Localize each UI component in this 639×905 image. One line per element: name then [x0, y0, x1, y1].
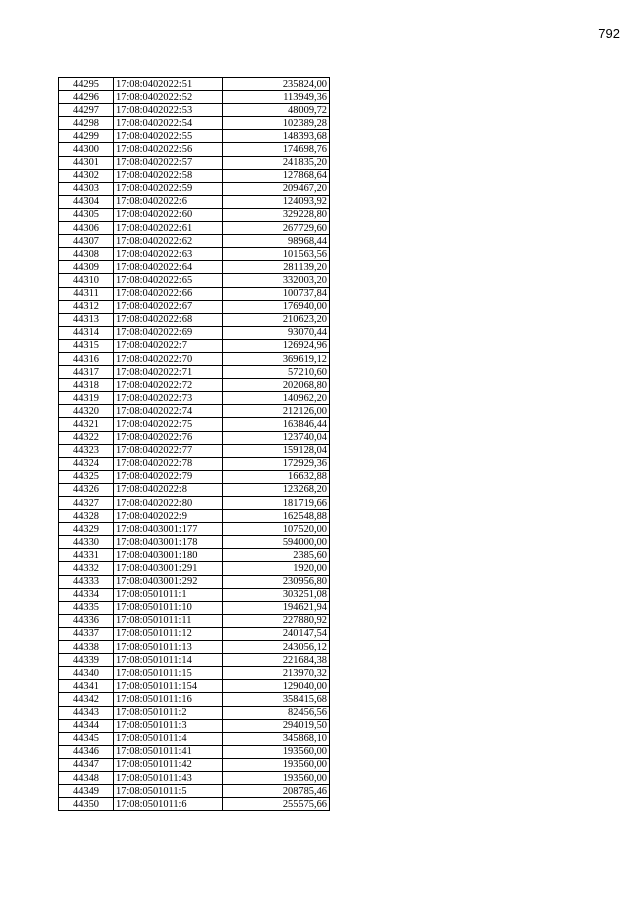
- value-cell: 221684,38: [223, 654, 330, 667]
- cadastral-number-cell: 17:08:0402022:59: [114, 182, 223, 195]
- table-row: [59, 379, 330, 392]
- cadastral-number-cell: 17:08:0501011:11: [114, 614, 223, 627]
- row-number-cell: 44304: [59, 195, 114, 208]
- value-cell: 107520,00: [223, 523, 330, 536]
- table-row: [59, 745, 330, 758]
- cadastral-number-cell: 17:08:0501011:3: [114, 719, 223, 732]
- value-cell: 2385,60: [223, 549, 330, 562]
- table-row: [59, 143, 330, 156]
- table-row: [59, 588, 330, 601]
- page-number: 792: [598, 26, 620, 41]
- value-cell: 240147,54: [223, 627, 330, 640]
- row-number-cell: 44327: [59, 497, 114, 510]
- row-number-cell: 44312: [59, 300, 114, 313]
- value-cell: 127868,64: [223, 169, 330, 182]
- table-row: [59, 78, 330, 91]
- value-cell: 181719,66: [223, 497, 330, 510]
- value-cell: 174698,76: [223, 143, 330, 156]
- table-row: [59, 483, 330, 496]
- cadastral-number-cell: 17:08:0501011:5: [114, 785, 223, 798]
- row-number-cell: 44350: [59, 798, 114, 811]
- value-cell: 202068,80: [223, 379, 330, 392]
- cadastral-number-cell: 17:08:0403001:291: [114, 562, 223, 575]
- cadastral-number-cell: 17:08:0501011:4: [114, 732, 223, 745]
- cadastral-number-cell: 17:08:0403001:177: [114, 523, 223, 536]
- table-row: [59, 706, 330, 719]
- row-number-cell: 44325: [59, 470, 114, 483]
- table-row: [59, 497, 330, 510]
- row-number-cell: 44316: [59, 352, 114, 365]
- value-cell: 241835,20: [223, 156, 330, 169]
- value-cell: 230956,80: [223, 575, 330, 588]
- value-cell: 208785,46: [223, 785, 330, 798]
- value-cell: 210623,20: [223, 313, 330, 326]
- cadastral-number-cell: 17:08:0402022:62: [114, 235, 223, 248]
- cadastral-number-cell: 17:08:0402022:7: [114, 339, 223, 352]
- cadastral-number-cell: 17:08:0501011:13: [114, 641, 223, 654]
- table-row: [59, 117, 330, 130]
- table-row: [59, 287, 330, 300]
- table-row: [59, 562, 330, 575]
- table-row: [59, 405, 330, 418]
- table-row: [59, 91, 330, 104]
- row-number-cell: 44329: [59, 523, 114, 536]
- table-row: [59, 798, 330, 811]
- row-number-cell: 44322: [59, 431, 114, 444]
- row-number-cell: 44347: [59, 758, 114, 771]
- value-cell: 98968,44: [223, 235, 330, 248]
- table-body: [59, 78, 330, 811]
- row-number-cell: 44321: [59, 418, 114, 431]
- table-row: [59, 156, 330, 169]
- row-number-cell: 44335: [59, 601, 114, 614]
- value-cell: 369619,12: [223, 352, 330, 365]
- cadastral-number-cell: 17:08:0403001:180: [114, 549, 223, 562]
- row-number-cell: 44323: [59, 444, 114, 457]
- cadastral-number-cell: 17:08:0501011:1: [114, 588, 223, 601]
- row-number-cell: 44308: [59, 248, 114, 261]
- value-cell: 193560,00: [223, 771, 330, 784]
- value-cell: 294019,50: [223, 719, 330, 732]
- table-row: [59, 510, 330, 523]
- table-row: [59, 785, 330, 798]
- row-number-cell: 44328: [59, 510, 114, 523]
- row-number-cell: 44317: [59, 366, 114, 379]
- cadastral-number-cell: 17:08:0402022:75: [114, 418, 223, 431]
- cadastral-number-cell: 17:08:0501011:41: [114, 745, 223, 758]
- table-row: [59, 444, 330, 457]
- row-number-cell: 44295: [59, 78, 114, 91]
- value-cell: 100737,84: [223, 287, 330, 300]
- table-row: [59, 352, 330, 365]
- table-row: [59, 169, 330, 182]
- value-cell: 303251,08: [223, 588, 330, 601]
- table-row: [59, 248, 330, 261]
- table-row: [59, 222, 330, 235]
- table-row: [59, 719, 330, 732]
- cadastral-number-cell: 17:08:0402022:63: [114, 248, 223, 261]
- row-number-cell: 44307: [59, 235, 114, 248]
- value-cell: 113949,36: [223, 91, 330, 104]
- table-row: [59, 274, 330, 287]
- cadastral-number-cell: 17:08:0501011:154: [114, 680, 223, 693]
- value-cell: 255575,66: [223, 798, 330, 811]
- table-row: [59, 208, 330, 221]
- value-cell: 129040,00: [223, 680, 330, 693]
- cadastral-number-cell: 17:08:0402022:69: [114, 326, 223, 339]
- value-cell: 176940,00: [223, 300, 330, 313]
- cadastral-number-cell: 17:08:0501011:15: [114, 667, 223, 680]
- value-cell: 358415,68: [223, 693, 330, 706]
- value-cell: 594000,00: [223, 536, 330, 549]
- table-row: [59, 235, 330, 248]
- value-cell: 329228,80: [223, 208, 330, 221]
- table-row: [59, 392, 330, 405]
- cadastral-number-cell: 17:08:0402022:72: [114, 379, 223, 392]
- row-number-cell: 44313: [59, 313, 114, 326]
- cadastral-number-cell: 17:08:0402022:64: [114, 261, 223, 274]
- value-cell: 93070,44: [223, 326, 330, 339]
- row-number-cell: 44300: [59, 143, 114, 156]
- value-cell: 332003,20: [223, 274, 330, 287]
- table-row: [59, 523, 330, 536]
- table-row: [59, 300, 330, 313]
- cadastral-number-cell: 17:08:0402022:51: [114, 78, 223, 91]
- table-row: [59, 457, 330, 470]
- row-number-cell: 44297: [59, 104, 114, 117]
- row-number-cell: 44331: [59, 549, 114, 562]
- table-row: [59, 470, 330, 483]
- row-number-cell: 44310: [59, 274, 114, 287]
- row-number-cell: 44348: [59, 771, 114, 784]
- value-cell: 16632,88: [223, 470, 330, 483]
- cadastral-number-cell: 17:08:0402022:71: [114, 366, 223, 379]
- table-row: [59, 195, 330, 208]
- table-row: [59, 771, 330, 784]
- cadastral-number-cell: 17:08:0402022:80: [114, 497, 223, 510]
- cadastral-number-cell: 17:08:0402022:76: [114, 431, 223, 444]
- table-row: [59, 614, 330, 627]
- cadastral-number-cell: 17:08:0402022:74: [114, 405, 223, 418]
- table-row: [59, 104, 330, 117]
- row-number-cell: 44315: [59, 339, 114, 352]
- cadastral-number-cell: 17:08:0402022:57: [114, 156, 223, 169]
- cadastral-number-cell: 17:08:0403001:178: [114, 536, 223, 549]
- table-row: [59, 758, 330, 771]
- value-cell: 148393,68: [223, 130, 330, 143]
- cadastral-number-cell: 17:08:0402022:77: [114, 444, 223, 457]
- row-number-cell: 44334: [59, 588, 114, 601]
- row-number-cell: 44337: [59, 627, 114, 640]
- value-cell: 193560,00: [223, 758, 330, 771]
- value-cell: 102389,28: [223, 117, 330, 130]
- value-cell: 123268,20: [223, 483, 330, 496]
- cadastral-number-cell: 17:08:0501011:14: [114, 654, 223, 667]
- table-row: [59, 654, 330, 667]
- row-number-cell: 44340: [59, 667, 114, 680]
- table-row: [59, 575, 330, 588]
- cadastral-number-cell: 17:08:0402022:68: [114, 313, 223, 326]
- cadastral-number-cell: 17:08:0402022:79: [114, 470, 223, 483]
- value-cell: 57210,60: [223, 366, 330, 379]
- table-row: [59, 732, 330, 745]
- cadastral-number-cell: 17:08:0402022:55: [114, 130, 223, 143]
- value-cell: 227880,92: [223, 614, 330, 627]
- table-row: [59, 431, 330, 444]
- row-number-cell: 44302: [59, 169, 114, 182]
- row-number-cell: 44345: [59, 732, 114, 745]
- value-cell: 209467,20: [223, 182, 330, 195]
- table-row: [59, 680, 330, 693]
- value-cell: 123740,04: [223, 431, 330, 444]
- value-cell: 162548,88: [223, 510, 330, 523]
- cadastral-number-cell: 17:08:0501011:16: [114, 693, 223, 706]
- row-number-cell: 44309: [59, 261, 114, 274]
- row-number-cell: 44343: [59, 706, 114, 719]
- table-row: [59, 641, 330, 654]
- value-cell: 193560,00: [223, 745, 330, 758]
- table-row: [59, 549, 330, 562]
- cadastral-number-cell: 17:08:0501011:2: [114, 706, 223, 719]
- row-number-cell: 44344: [59, 719, 114, 732]
- cadastral-number-cell: 17:08:0402022:73: [114, 392, 223, 405]
- value-cell: 345868,10: [223, 732, 330, 745]
- cadastral-number-cell: 17:08:0402022:52: [114, 91, 223, 104]
- table-row: [59, 261, 330, 274]
- value-cell: 281139,20: [223, 261, 330, 274]
- table-row: [59, 366, 330, 379]
- cadastral-number-cell: 17:08:0403001:292: [114, 575, 223, 588]
- cadastral-number-cell: 17:08:0402022:66: [114, 287, 223, 300]
- table-row: [59, 339, 330, 352]
- cadastral-number-cell: 17:08:0501011:12: [114, 627, 223, 640]
- row-number-cell: 44336: [59, 614, 114, 627]
- cadastral-number-cell: 17:08:0501011:43: [114, 771, 223, 784]
- cadastral-number-cell: 17:08:0402022:78: [114, 457, 223, 470]
- cadastral-number-cell: 17:08:0402022:53: [114, 104, 223, 117]
- value-cell: 1920,00: [223, 562, 330, 575]
- table-row: [59, 627, 330, 640]
- row-number-cell: 44333: [59, 575, 114, 588]
- cadastral-number-cell: 17:08:0501011:6: [114, 798, 223, 811]
- value-cell: 194621,94: [223, 601, 330, 614]
- table-row: [59, 536, 330, 549]
- row-number-cell: 44341: [59, 680, 114, 693]
- value-cell: 101563,56: [223, 248, 330, 261]
- cadastral-number-cell: 17:08:0402022:56: [114, 143, 223, 156]
- cadastral-number-cell: 17:08:0402022:67: [114, 300, 223, 313]
- cadastral-number-cell: 17:08:0402022:60: [114, 208, 223, 221]
- cadastral-number-cell: 17:08:0402022:9: [114, 510, 223, 523]
- row-number-cell: 44342: [59, 693, 114, 706]
- value-cell: 140962,20: [223, 392, 330, 405]
- value-cell: 126924,96: [223, 339, 330, 352]
- row-number-cell: 44319: [59, 392, 114, 405]
- row-number-cell: 44326: [59, 483, 114, 496]
- value-cell: 172929,36: [223, 457, 330, 470]
- value-cell: 48009,72: [223, 104, 330, 117]
- value-cell: 212126,00: [223, 405, 330, 418]
- table-row: [59, 182, 330, 195]
- row-number-cell: 44320: [59, 405, 114, 418]
- table-row: [59, 130, 330, 143]
- row-number-cell: 44349: [59, 785, 114, 798]
- row-number-cell: 44296: [59, 91, 114, 104]
- row-number-cell: 44318: [59, 379, 114, 392]
- value-cell: 213970,32: [223, 667, 330, 680]
- row-number-cell: 44314: [59, 326, 114, 339]
- value-cell: 159128,04: [223, 444, 330, 457]
- cadastral-number-cell: 17:08:0402022:61: [114, 222, 223, 235]
- cadastral-number-cell: 17:08:0402022:6: [114, 195, 223, 208]
- cadastral-number-cell: 17:08:0402022:8: [114, 483, 223, 496]
- row-number-cell: 44299: [59, 130, 114, 143]
- row-number-cell: 44311: [59, 287, 114, 300]
- table-row: [59, 693, 330, 706]
- cadastral-number-cell: 17:08:0501011:42: [114, 758, 223, 771]
- table-row: [59, 326, 330, 339]
- row-number-cell: 44306: [59, 222, 114, 235]
- value-cell: 243056,12: [223, 641, 330, 654]
- cadastre-table: [58, 77, 330, 811]
- cadastral-number-cell: 17:08:0402022:70: [114, 352, 223, 365]
- row-number-cell: 44346: [59, 745, 114, 758]
- table-row: [59, 667, 330, 680]
- row-number-cell: 44330: [59, 536, 114, 549]
- table-row: [59, 418, 330, 431]
- table-row: [59, 313, 330, 326]
- cadastral-number-cell: 17:08:0402022:58: [114, 169, 223, 182]
- row-number-cell: 44338: [59, 641, 114, 654]
- cadastral-number-cell: 17:08:0402022:65: [114, 274, 223, 287]
- value-cell: 235824,00: [223, 78, 330, 91]
- value-cell: 163846,44: [223, 418, 330, 431]
- value-cell: 267729,60: [223, 222, 330, 235]
- value-cell: 82456,56: [223, 706, 330, 719]
- row-number-cell: 44305: [59, 208, 114, 221]
- row-number-cell: 44301: [59, 156, 114, 169]
- row-number-cell: 44332: [59, 562, 114, 575]
- value-cell: 124093,92: [223, 195, 330, 208]
- row-number-cell: 44303: [59, 182, 114, 195]
- cadastral-number-cell: 17:08:0402022:54: [114, 117, 223, 130]
- row-number-cell: 44339: [59, 654, 114, 667]
- table-row: [59, 601, 330, 614]
- cadastral-number-cell: 17:08:0501011:10: [114, 601, 223, 614]
- row-number-cell: 44324: [59, 457, 114, 470]
- row-number-cell: 44298: [59, 117, 114, 130]
